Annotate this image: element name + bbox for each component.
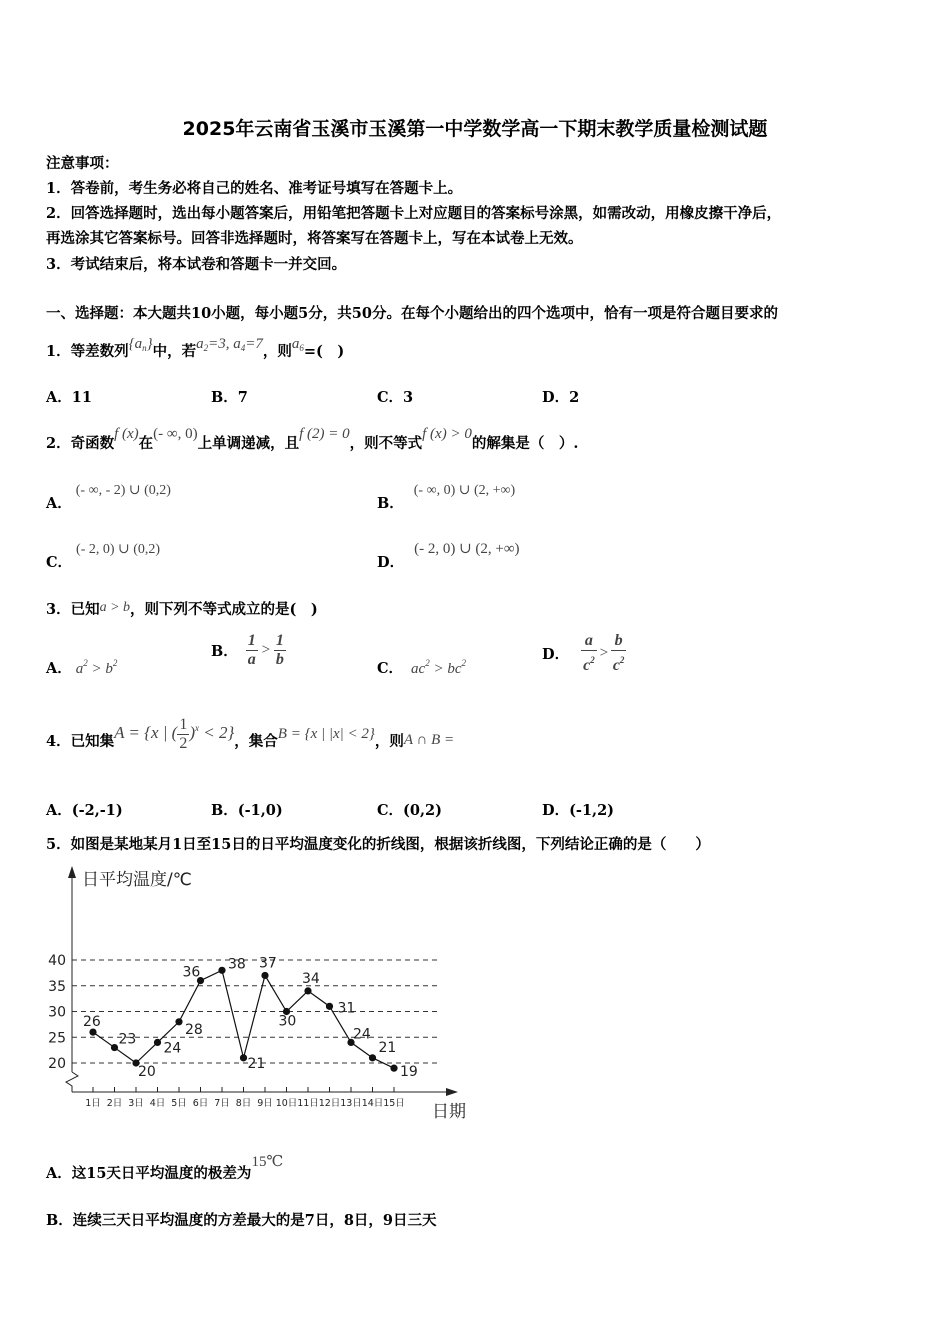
question-4 xyxy=(46,716,455,759)
q1-option-a[interactable]: A．11 xyxy=(46,389,92,406)
y-tick-30: 30 xyxy=(48,1004,66,1021)
q3-option-c[interactable]: C． $ac^2 > bc^2$ xyxy=(377,658,466,677)
q5-option-a[interactable]: A．这15天日平均温度的极差为15℃ xyxy=(46,1154,284,1182)
data-label-1: 26 xyxy=(83,1014,101,1031)
y-tick-25: 25 xyxy=(48,1030,66,1047)
x-tick-label-3: 3日 xyxy=(128,1098,144,1109)
x-axis-arrow xyxy=(446,1088,458,1096)
question-1 xyxy=(46,336,345,361)
notes-header: 注意事项： xyxy=(46,155,119,172)
x-tick-label-5: 5日 xyxy=(171,1098,187,1109)
data-point-4 xyxy=(154,1039,161,1046)
q1-number: 1． xyxy=(46,343,71,360)
chart-y-label: 日平均温度/℃ xyxy=(82,870,192,890)
x-tick-label-12: 12日 xyxy=(318,1098,341,1109)
data-label-15: 19 xyxy=(400,1064,418,1081)
data-point-9 xyxy=(261,972,268,979)
data-point-15 xyxy=(390,1065,397,1072)
note-2: 2．回答选择题时，选出每小题答案后，用铅笔把答题卡上对应题目的答案标号涂黑，如需改动，用橡皮擦干净后， xyxy=(46,205,782,222)
q3-option-d[interactable]: D． $\frac{a}{c^2}$ > $\frac{b}{c^2}$ xyxy=(542,632,625,674)
q4-option-c[interactable]: C．(0,2) xyxy=(377,802,442,819)
x-tick-label-1: 1日 xyxy=(85,1098,101,1109)
q3-number: 3． xyxy=(46,601,71,618)
data-label-5: 28 xyxy=(185,1021,203,1038)
q5-option-b[interactable]: B．连续三天日平均温度的方差最大的是7日，8日，9日三天 xyxy=(46,1212,437,1229)
data-point-2 xyxy=(111,1044,118,1051)
q4-number: 4． xyxy=(46,733,71,750)
y-tick-35: 35 xyxy=(48,978,66,995)
data-label-3: 20 xyxy=(138,1064,156,1080)
y-axis-arrow xyxy=(68,866,76,878)
note-3: 3．考试结束后，将本试卷和答题卡一并交回。 xyxy=(46,256,347,273)
axis-break xyxy=(66,1072,78,1092)
q2-option-b-math: (- ∞, 0) ∪ (2, +∞) xyxy=(413,483,516,498)
chart-x-label: 日期 xyxy=(432,1102,466,1122)
question-3 xyxy=(46,598,318,619)
q5-text: 如图是某地某月1日至15日的日平均温度变化的折线图，根据该折线图，下列结论正确的是（ ） xyxy=(70,836,710,853)
q2-option-d[interactable]: D．(- 2, 0) ∪ (2, +∞) xyxy=(377,541,520,571)
q1-option-b[interactable]: B．7 xyxy=(211,389,248,406)
data-label-7: 38 xyxy=(228,956,246,973)
q2-text-4: ，则不等式 xyxy=(349,435,423,452)
data-point-5 xyxy=(175,1018,182,1025)
note-2-cont: 再选涂其它答案标号。回答非选择题时，将答案写在答题卡上，写在本试卷上无效。 xyxy=(46,230,583,247)
x-tick-label-8: 8日 xyxy=(235,1098,252,1109)
q2-option-a[interactable]: A．(- ∞, - 2) ∪ (0,2) xyxy=(46,483,171,512)
data-label-14: 21 xyxy=(378,1039,397,1056)
q5-number: 5． xyxy=(46,836,71,853)
q2-option-c[interactable]: C．(- 2, 0) ∪ (0,2) xyxy=(46,542,161,571)
q3-condition: a > b xyxy=(99,600,131,615)
y-tick-20: 20 xyxy=(48,1056,66,1072)
q3-text-1: 已知 xyxy=(70,601,100,618)
x-tick-label-14: 14日 xyxy=(361,1098,384,1109)
q1-text-2: 中，若 xyxy=(152,343,197,360)
q4-option-a[interactable]: A．(-2,-1) xyxy=(46,802,123,819)
data-label-10: 30 xyxy=(278,1013,297,1030)
x-tick-label-15: 15日 xyxy=(383,1098,405,1109)
q3-option-a[interactable]: A． $a^2 > b^2$ xyxy=(46,658,118,677)
q2-option-d-math: (- 2, 0) ∪ (2, +∞) xyxy=(414,541,520,557)
data-label-6: 36 xyxy=(182,964,201,981)
q2-text-3: 上单调递减，且 xyxy=(197,435,300,452)
data-label-13: 24 xyxy=(353,1026,371,1043)
q2-option-b[interactable]: B．(- ∞, 0) ∪ (2, +∞) xyxy=(377,483,516,512)
q2-fx: f (x) xyxy=(114,426,139,442)
q4-set-b: B = {x | |x| < 2} xyxy=(277,726,375,742)
x-tick-label-6: 6日 xyxy=(192,1098,209,1109)
q4-option-b[interactable]: B．(-1,0) xyxy=(211,802,283,819)
data-label-12: 31 xyxy=(337,1000,356,1017)
q2-text-5: 的解集是（ ）. xyxy=(471,435,579,452)
q3-option-b[interactable]: B． $\frac{1}{a}$ > $\frac{1}{b}$ xyxy=(211,632,284,668)
q1-option-d[interactable]: D．2 xyxy=(542,389,580,406)
data-point-12 xyxy=(326,1003,333,1010)
q2-text-2: 在 xyxy=(138,435,154,452)
question-2 xyxy=(46,426,579,453)
question-5 xyxy=(46,833,710,854)
q2-option-a-math: (- ∞, - 2) ∪ (0,2) xyxy=(75,483,171,498)
q2-number: 2． xyxy=(46,435,71,452)
data-point-7 xyxy=(218,967,225,974)
data-point-8 xyxy=(240,1054,247,1061)
q5-option-a-math: 15℃ xyxy=(251,1154,284,1170)
data-point-11 xyxy=(304,987,311,994)
q1-text-4: =( ) xyxy=(303,343,345,360)
q4-set-a: A = {x | ( $\frac{1}{2}$ )$^x$ < 2} xyxy=(114,716,235,752)
q1-condition: $a_2=3$, $a_4=7$ xyxy=(196,336,263,353)
q1-target: $a_6$ xyxy=(291,336,304,353)
x-tick-label-4: 4日 xyxy=(149,1098,166,1109)
q1-seq: $\{a_n\}$ xyxy=(128,336,153,353)
q2-text-1: 奇函数 xyxy=(70,435,115,452)
data-label-8: 21 xyxy=(247,1055,266,1072)
q4-option-d[interactable]: D．(-1,2) xyxy=(542,802,615,819)
q4-text-2: ，集合 xyxy=(234,733,278,750)
q2-f2: f (2) = 0 xyxy=(299,426,350,442)
data-label-11: 34 xyxy=(302,970,320,987)
data-label-2: 23 xyxy=(118,1031,137,1048)
data-label-9: 37 xyxy=(259,955,277,972)
chart-ticks xyxy=(48,953,405,1109)
q4-intersection: A ∩ B = xyxy=(403,732,455,748)
section-heading: 一、选择题：本大题共10小题，每小题5分，共50分。在每个小题给出的四个选项中，恰有一项是符合题目要求的 xyxy=(46,305,778,322)
q1-text-3: ，则 xyxy=(262,343,292,360)
q2-option-c-math: (- 2, 0) ∪ (0,2) xyxy=(76,542,161,557)
temperature-line-chart xyxy=(40,860,480,1125)
x-tick-label-11: 11日 xyxy=(297,1098,319,1109)
page-title: 2025年云南省玉溪市玉溪第一中学数学高一下期末教学质量检测试题 xyxy=(182,118,768,140)
x-tick-label-7: 7日 xyxy=(214,1098,230,1109)
data-label-4: 24 xyxy=(163,1040,182,1057)
q1-option-c[interactable]: C．3 xyxy=(377,389,414,406)
q2-inequality: f (x) > 0 xyxy=(422,426,472,442)
chart-series xyxy=(83,955,418,1080)
data-point-14 xyxy=(369,1054,376,1061)
q2-interval: (- ∞, 0) xyxy=(153,426,198,442)
q4-text-3: ，则 xyxy=(374,733,404,750)
note-1: 1．答卷前，考生务必将自己的姓名、准考证号填写在答题卡上。 xyxy=(46,180,463,197)
q3-text-2: ，则下列不等式成立的是( ) xyxy=(130,601,318,618)
y-tick-40: 40 xyxy=(48,953,66,969)
x-tick-label-9: 9日 xyxy=(257,1098,273,1109)
x-tick-label-13: 13日 xyxy=(340,1098,362,1109)
series-line xyxy=(93,970,394,1068)
q4-text-1: 已知集 xyxy=(70,733,115,750)
x-tick-label-2: 2日 xyxy=(106,1098,123,1109)
q1-text-1: 等差数列 xyxy=(70,343,129,360)
x-tick-label-10: 10日 xyxy=(275,1098,298,1109)
